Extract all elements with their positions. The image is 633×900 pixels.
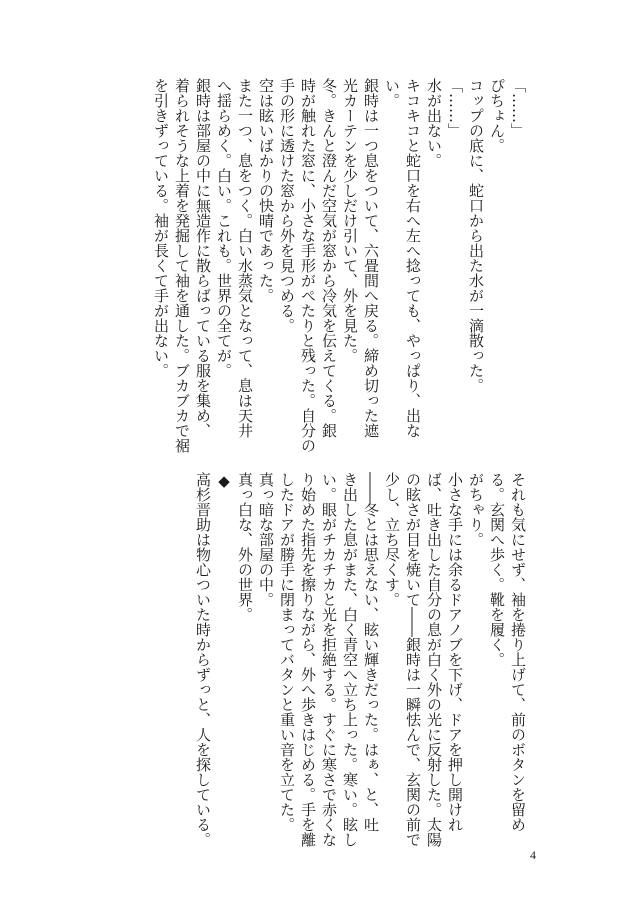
- text-line: 「……」: [509, 78, 527, 138]
- text-line: を引きずっている。袖が長くて手が出ない。: [152, 78, 170, 378]
- text-line: 銀時は部屋の中に無造作に散らばっている服を集め、: [194, 78, 212, 438]
- text-line: へ揺らめく。白い。これも。世界の全てが。: [215, 78, 233, 378]
- upper-text-block: [150, 78, 528, 453]
- text-line: 空は眩いばかりの快晴であった。: [257, 78, 275, 303]
- text-line: 水が出ない。: [425, 78, 443, 168]
- text-line: い。眼がチカチカと光を拒絶する。すぐに寒さで赤くな: [320, 472, 338, 847]
- section-break-diamond: ◆: [215, 472, 233, 490]
- text-line: 着られそうな上着を発掘して袖を通した。ブカブカで裾: [173, 78, 191, 453]
- page-number: 4: [530, 848, 536, 862]
- text-line: ぴちょん。: [488, 78, 506, 153]
- text-line: また一つ、息をつく。白い水蒸気となって、息は天井: [236, 78, 254, 438]
- text-line: 真っ暗な部屋の中。: [257, 472, 275, 607]
- text-line: がちゃり。: [467, 472, 485, 547]
- text-line: り始めた指先を擦りながら、外へ歩きはじめる。手を離: [299, 472, 317, 847]
- text-line: い。: [383, 78, 401, 108]
- text-line: コップの底に、蛇口から出た水が一滴散った。: [467, 78, 485, 393]
- text-line: 手の形に透けた窓から外を見つめる。: [278, 78, 296, 333]
- text-line: 銀時は一つ息をついて、六畳間へ戻る。締め切った遮: [362, 78, 380, 438]
- lower-text-block: [192, 472, 528, 847]
- text-line: き出した息がまた、白く青空へ立ち上った。寒い。眩し: [341, 472, 359, 847]
- text-line: 時が触れた窓に、小さな手形がぺたりと残った。自分の: [299, 78, 317, 453]
- text-line: 小さな手には余るドアノブを下げ、ドアを押し開けれ: [446, 472, 464, 832]
- text-line: 少し、立ち尽くす。: [383, 472, 401, 607]
- text-line: それも気にせず、袖を捲り上げて、前のボタンを留め: [509, 472, 527, 832]
- text-line: 高杉晋助は物心ついた時からずっと、人を探している。: [194, 472, 212, 847]
- text-line: キコキコと蛇口を右へ左へ捻っても、やっぱり、出な: [404, 78, 422, 438]
- text-line: の眩さが目を焼いて――銀時は一瞬怯んで、玄関の前で: [404, 472, 422, 847]
- text-line: 光カーテンを少しだけ引いて、外を見た。: [341, 78, 359, 363]
- text-line: 「……」: [446, 78, 464, 138]
- text-line: ば、吐き出した自分の息が白く外の光に反射した。太陽: [425, 472, 443, 847]
- text-line: 冬。きんと澄んだ空気が窓から冷気を伝えてくる。銀: [320, 78, 338, 438]
- text-line: る。玄関へ歩く。靴を履く。: [488, 472, 506, 667]
- text-line: したドアが勝手に閉まってバタンと重い音を立てた。: [278, 472, 296, 832]
- text-line: 真っ白な、外の世界。: [236, 472, 254, 622]
- text-line: ――冬とは思えない、眩い輝きだった。はぁ、と、吐: [362, 472, 380, 832]
